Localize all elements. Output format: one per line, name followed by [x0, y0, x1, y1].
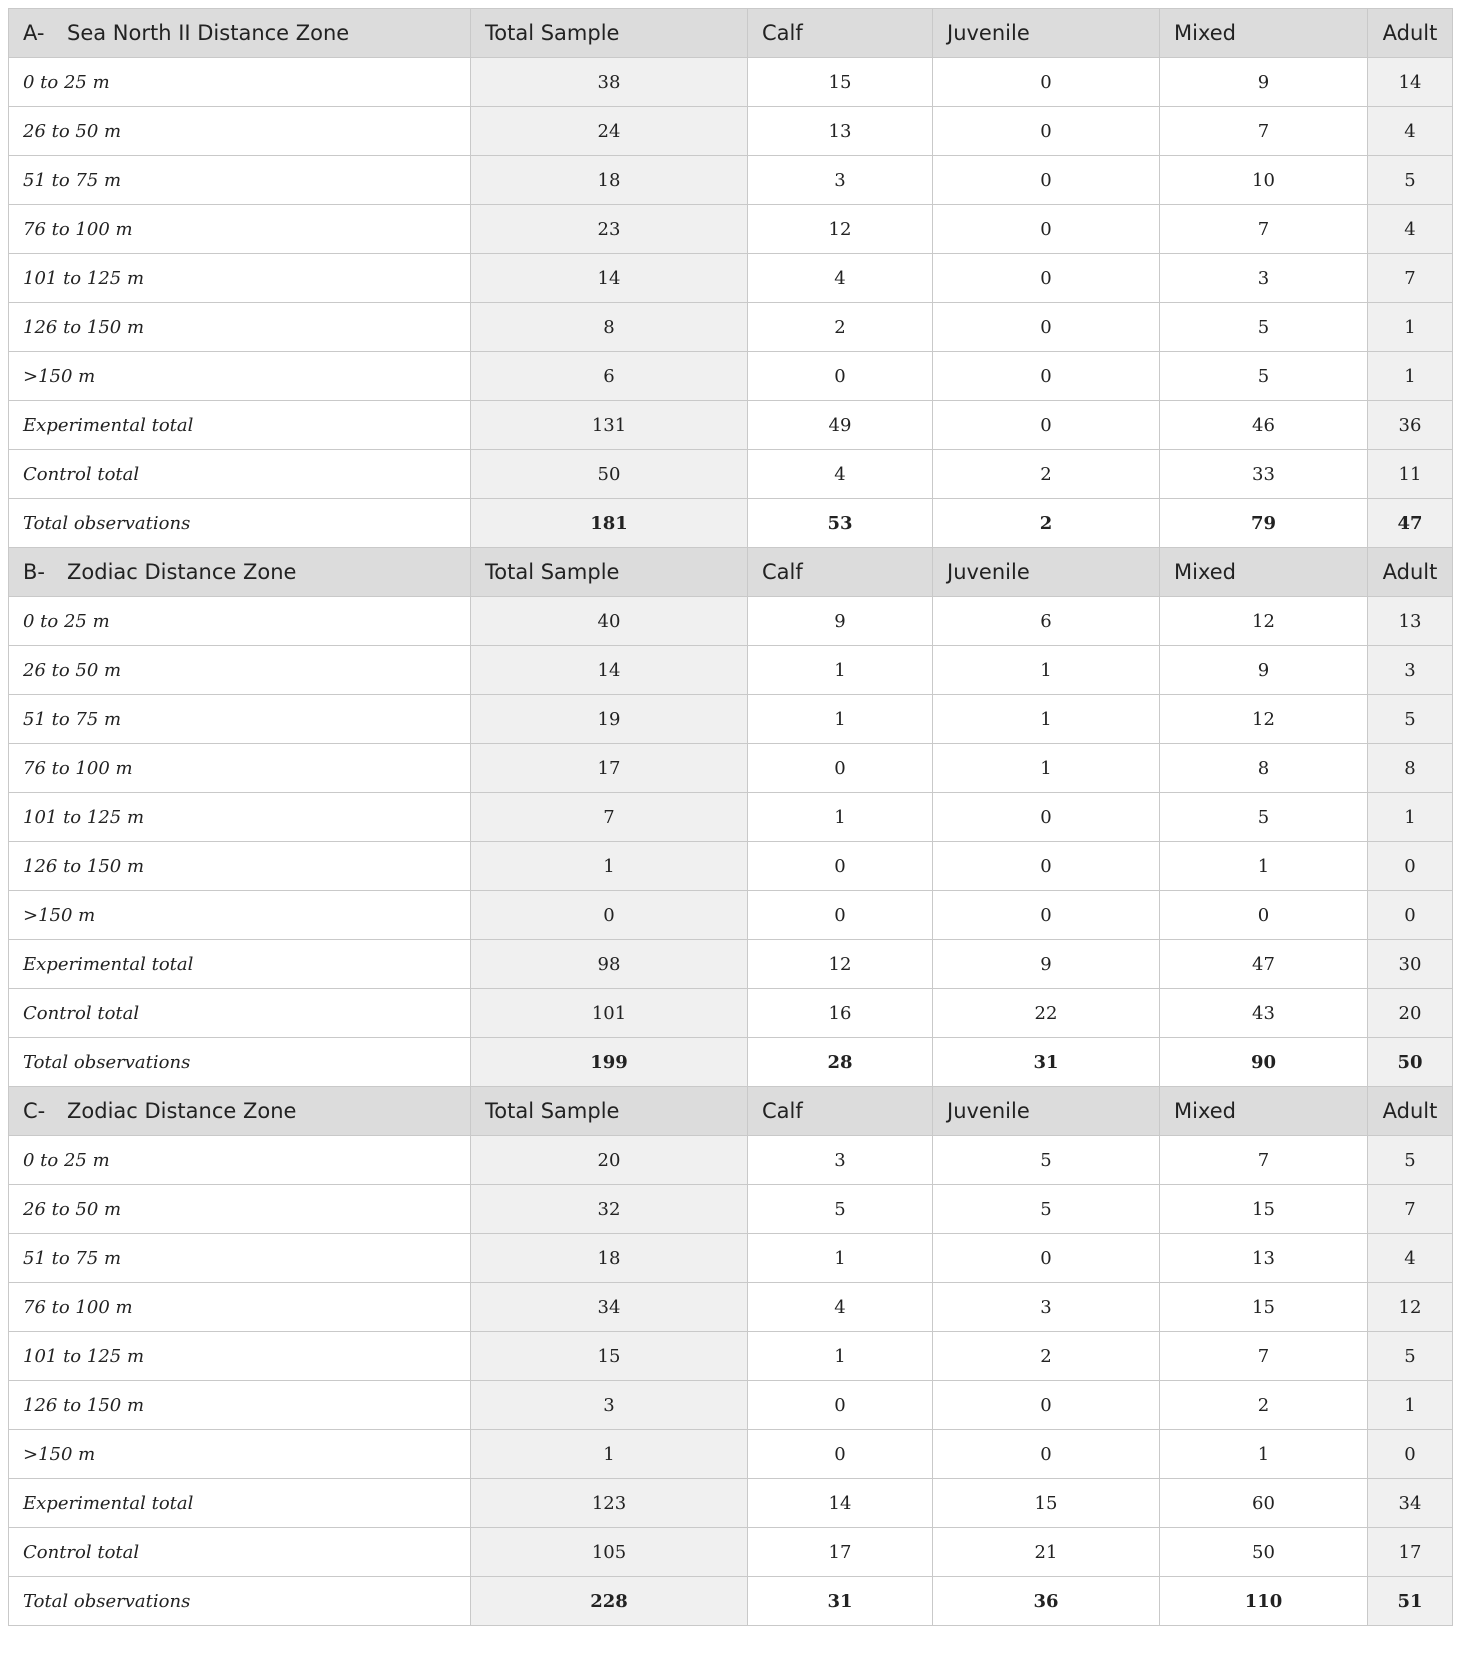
- row-label: 51 to 75 m: [9, 156, 471, 205]
- cell-mixed: 47: [1160, 940, 1368, 989]
- cell-mixed: 46: [1160, 401, 1368, 450]
- column-header-adult: Adult: [1368, 1087, 1453, 1136]
- table-row: [9, 1234, 1453, 1283]
- cell-juvenile: 6: [933, 597, 1160, 646]
- cell-mixed: 9: [1160, 58, 1368, 107]
- cell-calf: 4: [748, 254, 933, 303]
- row-label: 76 to 100 m: [9, 205, 471, 254]
- row-label: 76 to 100 m: [9, 744, 471, 793]
- cell-calf: 0: [748, 891, 933, 940]
- table-row: [9, 891, 1453, 940]
- cell-total: 18: [471, 1234, 748, 1283]
- cell-adult: 0: [1368, 842, 1453, 891]
- cell-calf: 49: [748, 401, 933, 450]
- row-label: 26 to 50 m: [9, 646, 471, 695]
- row-label: 26 to 50 m: [9, 1185, 471, 1234]
- cell-calf: 3: [748, 156, 933, 205]
- table-row: [9, 499, 1453, 548]
- table-row: [9, 205, 1453, 254]
- table-row: [9, 842, 1453, 891]
- cell-juvenile: 0: [933, 1430, 1160, 1479]
- cell-mixed: 50: [1160, 1528, 1368, 1577]
- section-prefix: A-: [23, 21, 45, 45]
- section-prefix: B-: [23, 560, 45, 584]
- column-header-calf: Calf: [748, 548, 933, 597]
- table-row: [9, 1038, 1453, 1087]
- cell-juvenile: 0: [933, 793, 1160, 842]
- cell-juvenile: 22: [933, 989, 1160, 1038]
- cell-mixed: 90: [1160, 1038, 1368, 1087]
- cell-calf: 0: [748, 1381, 933, 1430]
- cell-adult: 50: [1368, 1038, 1453, 1087]
- cell-mixed: 5: [1160, 352, 1368, 401]
- table-row: [9, 58, 1453, 107]
- cell-calf: 5: [748, 1185, 933, 1234]
- cell-calf: 0: [748, 842, 933, 891]
- row-label: 0 to 25 m: [9, 1136, 471, 1185]
- table-row: [9, 1430, 1453, 1479]
- cell-juvenile: 5: [933, 1185, 1160, 1234]
- row-label: 126 to 150 m: [9, 1381, 471, 1430]
- section-title-cell: [9, 548, 471, 597]
- cell-total: 1: [471, 842, 748, 891]
- cell-juvenile: 0: [933, 401, 1160, 450]
- cell-mixed: 3: [1160, 254, 1368, 303]
- table-row: [9, 254, 1453, 303]
- cell-calf: 1: [748, 1234, 933, 1283]
- column-header-total-sample: Total Sample: [471, 1087, 748, 1136]
- cell-calf: 15: [748, 58, 933, 107]
- cell-juvenile: 0: [933, 156, 1160, 205]
- table-row: [9, 1528, 1453, 1577]
- cell-juvenile: 0: [933, 107, 1160, 156]
- column-header-adult: Adult: [1368, 9, 1453, 58]
- cell-calf: 0: [748, 744, 933, 793]
- cell-calf: 0: [748, 352, 933, 401]
- cell-juvenile: 36: [933, 1577, 1160, 1626]
- cell-juvenile: 9: [933, 940, 1160, 989]
- cell-total: 15: [471, 1332, 748, 1381]
- row-label: 101 to 125 m: [9, 793, 471, 842]
- cell-mixed: 60: [1160, 1479, 1368, 1528]
- cell-juvenile: 2: [933, 450, 1160, 499]
- cell-adult: 1: [1368, 352, 1453, 401]
- cell-calf: 4: [748, 1283, 933, 1332]
- table-row: [9, 401, 1453, 450]
- cell-mixed: 110: [1160, 1577, 1368, 1626]
- table-row: [9, 940, 1453, 989]
- cell-calf: 1: [748, 646, 933, 695]
- cell-mixed: 15: [1160, 1185, 1368, 1234]
- table-row: [9, 793, 1453, 842]
- cell-total: 38: [471, 58, 748, 107]
- cell-juvenile: 2: [933, 1332, 1160, 1381]
- cell-calf: 28: [748, 1038, 933, 1087]
- table-row: [9, 1381, 1453, 1430]
- cell-juvenile: 0: [933, 842, 1160, 891]
- cell-total: 131: [471, 401, 748, 450]
- cell-juvenile: 0: [933, 58, 1160, 107]
- section-title: Zodiac Distance Zone: [67, 1099, 297, 1123]
- column-header-mixed: Mixed: [1160, 1087, 1368, 1136]
- cell-calf: 14: [748, 1479, 933, 1528]
- table-row: [9, 156, 1453, 205]
- column-header-mixed: Mixed: [1160, 9, 1368, 58]
- cell-calf: 1: [748, 1332, 933, 1381]
- table-row: [9, 1136, 1453, 1185]
- cell-mixed: 7: [1160, 1332, 1368, 1381]
- column-header-juvenile: Juvenile: [933, 548, 1160, 597]
- table-row: [9, 646, 1453, 695]
- section-title: Sea North II Distance Zone: [67, 21, 350, 45]
- row-label: Experimental total: [9, 1479, 471, 1528]
- column-header-juvenile: Juvenile: [933, 9, 1160, 58]
- cell-adult: 7: [1368, 1185, 1453, 1234]
- cell-juvenile: 1: [933, 646, 1160, 695]
- cell-juvenile: 31: [933, 1038, 1160, 1087]
- cell-mixed: 1: [1160, 842, 1368, 891]
- cell-adult: 3: [1368, 646, 1453, 695]
- cell-juvenile: 0: [933, 891, 1160, 940]
- cell-mixed: 79: [1160, 499, 1368, 548]
- cell-calf: 2: [748, 303, 933, 352]
- cell-adult: 4: [1368, 1234, 1453, 1283]
- section-title-cell: [9, 1087, 471, 1136]
- row-label: 101 to 125 m: [9, 1332, 471, 1381]
- table-row: [9, 1479, 1453, 1528]
- cell-calf: 16: [748, 989, 933, 1038]
- cell-juvenile: 0: [933, 1381, 1160, 1430]
- cell-mixed: 33: [1160, 450, 1368, 499]
- table-row: [9, 450, 1453, 499]
- cell-mixed: 8: [1160, 744, 1368, 793]
- cell-total: 17: [471, 744, 748, 793]
- table-row: [9, 695, 1453, 744]
- table-row: [9, 1332, 1453, 1381]
- row-label: Total observations: [9, 499, 471, 548]
- cell-total: 123: [471, 1479, 748, 1528]
- cell-adult: 8: [1368, 744, 1453, 793]
- cell-mixed: 10: [1160, 156, 1368, 205]
- section-prefix: C-: [23, 1099, 46, 1123]
- cell-juvenile: 0: [933, 352, 1160, 401]
- cell-adult: 30: [1368, 940, 1453, 989]
- cell-total: 19: [471, 695, 748, 744]
- column-header-juvenile: Juvenile: [933, 1087, 1160, 1136]
- cell-mixed: 12: [1160, 597, 1368, 646]
- section-header: [9, 1087, 1453, 1136]
- cell-mixed: 7: [1160, 205, 1368, 254]
- row-label: 26 to 50 m: [9, 107, 471, 156]
- column-header-total-sample: Total Sample: [471, 548, 748, 597]
- row-label: 126 to 150 m: [9, 842, 471, 891]
- cell-adult: 5: [1368, 695, 1453, 744]
- row-label: Experimental total: [9, 401, 471, 450]
- cell-juvenile: 0: [933, 303, 1160, 352]
- table-row: [9, 1185, 1453, 1234]
- cell-adult: 1: [1368, 303, 1453, 352]
- cell-total: 23: [471, 205, 748, 254]
- table-row: [9, 352, 1453, 401]
- cell-calf: 31: [748, 1577, 933, 1626]
- cell-total: 98: [471, 940, 748, 989]
- observation-table: [8, 8, 1453, 1626]
- table-row: [9, 1283, 1453, 1332]
- cell-total: 20: [471, 1136, 748, 1185]
- table-body: [9, 9, 1453, 1626]
- cell-total: 34: [471, 1283, 748, 1332]
- cell-total: 14: [471, 254, 748, 303]
- cell-total: 40: [471, 597, 748, 646]
- row-label: Total observations: [9, 1038, 471, 1087]
- cell-adult: 12: [1368, 1283, 1453, 1332]
- row-label: 126 to 150 m: [9, 303, 471, 352]
- column-header-calf: Calf: [748, 1087, 933, 1136]
- row-label: Total observations: [9, 1577, 471, 1626]
- cell-adult: 11: [1368, 450, 1453, 499]
- table-row: [9, 597, 1453, 646]
- cell-total: 8: [471, 303, 748, 352]
- section-title: Zodiac Distance Zone: [67, 560, 297, 584]
- cell-juvenile: 15: [933, 1479, 1160, 1528]
- cell-adult: 13: [1368, 597, 1453, 646]
- row-label: Control total: [9, 450, 471, 499]
- row-label: Control total: [9, 1528, 471, 1577]
- cell-calf: 9: [748, 597, 933, 646]
- cell-mixed: 5: [1160, 793, 1368, 842]
- section-title-cell: [9, 9, 471, 58]
- cell-mixed: 9: [1160, 646, 1368, 695]
- cell-calf: 13: [748, 107, 933, 156]
- cell-calf: 3: [748, 1136, 933, 1185]
- cell-adult: 1: [1368, 793, 1453, 842]
- cell-juvenile: 21: [933, 1528, 1160, 1577]
- cell-total: 0: [471, 891, 748, 940]
- row-label: 51 to 75 m: [9, 695, 471, 744]
- cell-total: 14: [471, 646, 748, 695]
- cell-mixed: 2: [1160, 1381, 1368, 1430]
- cell-adult: 5: [1368, 1136, 1453, 1185]
- cell-calf: 4: [748, 450, 933, 499]
- cell-adult: 5: [1368, 1332, 1453, 1381]
- row-label: 76 to 100 m: [9, 1283, 471, 1332]
- cell-total: 50: [471, 450, 748, 499]
- cell-adult: 17: [1368, 1528, 1453, 1577]
- cell-adult: 0: [1368, 891, 1453, 940]
- cell-calf: 12: [748, 205, 933, 254]
- cell-total: 18: [471, 156, 748, 205]
- cell-calf: 1: [748, 793, 933, 842]
- cell-adult: 4: [1368, 205, 1453, 254]
- row-label: 0 to 25 m: [9, 58, 471, 107]
- cell-adult: 7: [1368, 254, 1453, 303]
- cell-total: 1: [471, 1430, 748, 1479]
- cell-total: 181: [471, 499, 748, 548]
- table-row: [9, 303, 1453, 352]
- cell-mixed: 43: [1160, 989, 1368, 1038]
- table-row: [9, 107, 1453, 156]
- cell-calf: 53: [748, 499, 933, 548]
- cell-adult: 51: [1368, 1577, 1453, 1626]
- cell-juvenile: 1: [933, 744, 1160, 793]
- cell-adult: 47: [1368, 499, 1453, 548]
- cell-juvenile: 3: [933, 1283, 1160, 1332]
- row-label: >150 m: [9, 352, 471, 401]
- section-header: [9, 9, 1453, 58]
- table-row: [9, 1577, 1453, 1626]
- row-label: 101 to 125 m: [9, 254, 471, 303]
- cell-total: 6: [471, 352, 748, 401]
- cell-total: 7: [471, 793, 748, 842]
- cell-adult: 0: [1368, 1430, 1453, 1479]
- cell-juvenile: 0: [933, 1234, 1160, 1283]
- cell-juvenile: 0: [933, 254, 1160, 303]
- column-header-total-sample: Total Sample: [471, 9, 748, 58]
- cell-total: 228: [471, 1577, 748, 1626]
- cell-mixed: 5: [1160, 303, 1368, 352]
- row-label: 51 to 75 m: [9, 1234, 471, 1283]
- cell-adult: 14: [1368, 58, 1453, 107]
- column-header-adult: Adult: [1368, 548, 1453, 597]
- cell-mixed: 12: [1160, 695, 1368, 744]
- cell-mixed: 0: [1160, 891, 1368, 940]
- cell-adult: 4: [1368, 107, 1453, 156]
- row-label: Control total: [9, 989, 471, 1038]
- row-label: >150 m: [9, 1430, 471, 1479]
- cell-juvenile: 0: [933, 205, 1160, 254]
- table-row: [9, 744, 1453, 793]
- table-row: [9, 989, 1453, 1038]
- cell-mixed: 7: [1160, 1136, 1368, 1185]
- cell-total: 24: [471, 107, 748, 156]
- cell-total: 101: [471, 989, 748, 1038]
- cell-juvenile: 1: [933, 695, 1160, 744]
- cell-mixed: 15: [1160, 1283, 1368, 1332]
- cell-mixed: 13: [1160, 1234, 1368, 1283]
- cell-total: 199: [471, 1038, 748, 1087]
- cell-total: 105: [471, 1528, 748, 1577]
- row-label: >150 m: [9, 891, 471, 940]
- row-label: Experimental total: [9, 940, 471, 989]
- cell-adult: 5: [1368, 156, 1453, 205]
- cell-total: 32: [471, 1185, 748, 1234]
- cell-total: 3: [471, 1381, 748, 1430]
- cell-adult: 34: [1368, 1479, 1453, 1528]
- cell-mixed: 7: [1160, 107, 1368, 156]
- cell-adult: 36: [1368, 401, 1453, 450]
- section-header: [9, 548, 1453, 597]
- cell-calf: 0: [748, 1430, 933, 1479]
- column-header-mixed: Mixed: [1160, 548, 1368, 597]
- cell-mixed: 1: [1160, 1430, 1368, 1479]
- cell-calf: 1: [748, 695, 933, 744]
- cell-adult: 1: [1368, 1381, 1453, 1430]
- column-header-calf: Calf: [748, 9, 933, 58]
- cell-juvenile: 2: [933, 499, 1160, 548]
- cell-calf: 12: [748, 940, 933, 989]
- cell-calf: 17: [748, 1528, 933, 1577]
- cell-adult: 20: [1368, 989, 1453, 1038]
- cell-juvenile: 5: [933, 1136, 1160, 1185]
- row-label: 0 to 25 m: [9, 597, 471, 646]
